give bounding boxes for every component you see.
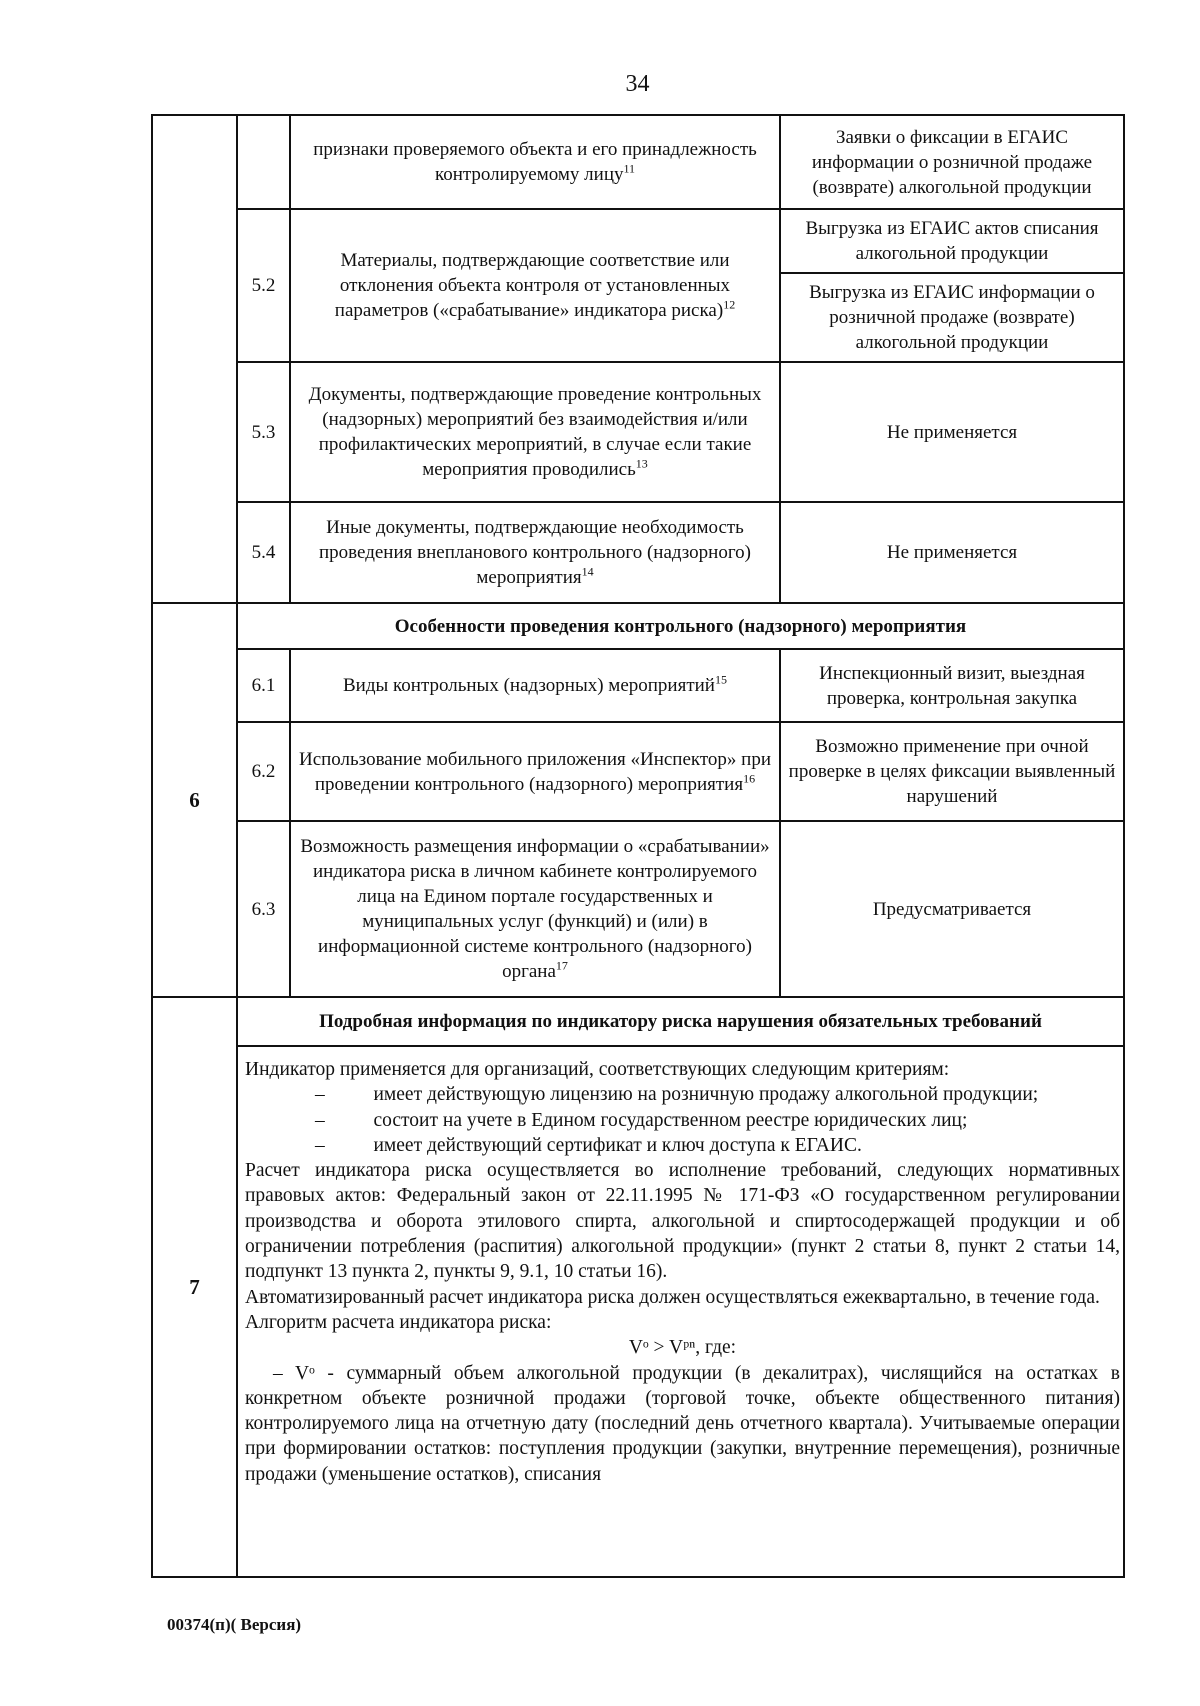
- row-5-2-right-a: Выгрузка из ЕГАИС актов списания алкогольной продукции: [805, 218, 1099, 264]
- criteria-intro: Индикатор применяется для организаций, соответствующих следующим критериям:: [245, 1059, 950, 1080]
- row-top-left: признаки проверяемого объекта и его принадлежность контролируемому лицу$^{11}$: [313, 139, 757, 185]
- row-6-2-left: Использование мобильного приложения «Инспектор» при проведении контрольного (надзорного) мероприятия$^{16}$: [298, 748, 772, 795]
- row-5-4-number: 5.4: [251, 542, 276, 563]
- row-6-1-number: 6.1: [251, 675, 276, 696]
- row-5-2-right-b: Выгрузка из ЕГАИС информации о розничной продаже (возврате) алкогольной продукции: [809, 282, 1095, 353]
- row-6-2-number: 6.2: [251, 761, 276, 782]
- criterion-license: – имеет действующую лицензию на розничную продажу алкогольной продукции;: [315, 1084, 1039, 1106]
- row-5-3-number: 5.3: [251, 421, 276, 443]
- footer-code: 00374(п)( Версия): [167, 1615, 302, 1634]
- section-7-number: 7: [189, 1274, 200, 1299]
- row-6-1-right: Инспекционный визит, выездная проверка, контрольная закупка: [819, 662, 1085, 709]
- row-5-3-left: Документы, подтверждающие проведение контрольных (надзорных) мероприятий без взаимодействия и/или профилактических мероприятий, в случае если такие мероприятия проводились$^{13}$: [308, 384, 762, 480]
- row-6-1-left: Виды контрольных (надзорных) мероприятий$^{15}$: [343, 672, 727, 696]
- row-5-2-left: Материалы, подтверждающие соответствие или отклонения объекта контроля от установленных параметров («срабатывание» индикатора риска)$^{12}$: [334, 250, 736, 321]
- algorithm-intro: Алгоритм расчета индикатора риска:: [245, 1311, 552, 1333]
- section-6-number: 6: [189, 787, 200, 812]
- criterion-registry: – состоит на учете в Едином государственном реестре юридических лиц;: [315, 1109, 968, 1131]
- criterion-egais: – имеет действующий сертификат и ключ доступа к ЕГАИС.: [315, 1134, 862, 1156]
- row-6-3-right: Предусматривается: [872, 898, 1032, 920]
- row-5-2-number: 5.2: [251, 275, 276, 296]
- row-top-right: Заявки о фиксации в ЕГАИС информации о розничной продаже (возврате) алкогольной продукции: [811, 126, 1093, 198]
- page-number: 34: [625, 71, 650, 97]
- row-5-3-right: Не применяется: [886, 421, 1018, 443]
- row-6-3-left: Возможность размещения информации о «срабатывании» индикатора риска в личном кабинете контролируемого лица на Едином портале государственных и муниципальных услуг (функций) и (или) в информационной системе контрольного (надзорного) органа$^{17}$: [300, 836, 770, 982]
- row-5-4-left: Иные документы, подтверждающие необходимость проведения внепланового контрольного (надзорного) мероприятия$^{14}$: [318, 517, 751, 588]
- section-7-heading: Подробная информация по индикатору риска нарушения обязательных требований: [319, 1011, 1042, 1032]
- calc-frequency: Автоматизированный расчет индикатора риска должен осуществляться ежеквартально, в течение года.: [245, 1286, 1100, 1308]
- section-6-heading: Особенности проведения контрольного (надзорного) мероприятия: [394, 615, 967, 637]
- legal-basis: Расчет индикатора риска осуществляется во исполнение требований, следующих нормативных правовых актов: Федеральный закон от 22.11.1995 № 171-ФЗ «О государственном регулировании производства и оборота этилового спирта, алкогольной и спиртосодержащей продукции и об ограничении потребления (распития) алкогольной продукции» (пункт 2 статьи 8, пункт 2 статьи 14, подпункт 13 пункта 2, пункты 9, 9.1, 10 статьи 16).: [245, 1160, 1120, 1283]
- vo-definition: – Vᵒ - суммарный объем алкогольной продукции (в декалитрах), числящийся на остатках в конкретном объекте розничной продажи (торговой точке, объекте общественного питания) контролируемого лица на отчетную дату (последний день отчетного квартала). Учитываемые операции при формировании остатков: поступления продукции (закупки, внутренние перемещения), розничные продажи (уменьшение остатков), списания: [245, 1362, 1120, 1485]
- row-6-3-number: 6.3: [251, 898, 276, 920]
- section-7-body: [245, 1057, 1120, 1487]
- row-5-4-right: Не применяется: [886, 542, 1018, 563]
- formula: Vᵒ > Vᵖⁿ, где:: [628, 1337, 737, 1359]
- row-6-2-right: Возможно применение при очной проверке в целях фиксации выявленный нарушений: [788, 736, 1116, 807]
